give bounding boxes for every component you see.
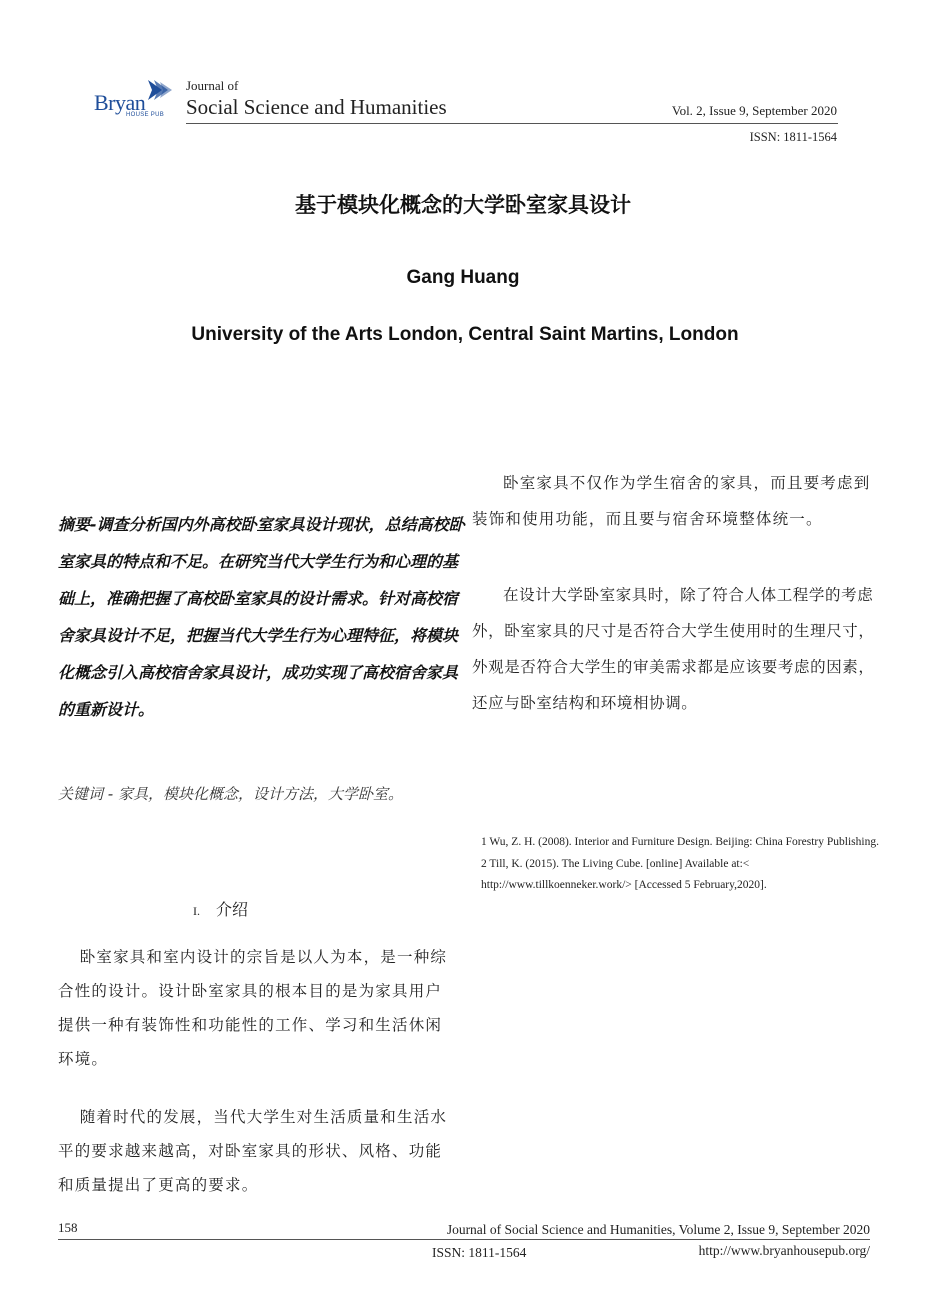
abstract: 摘要-调查分析国内外高校卧室家具设计现状，总结高校卧室家具的特点和不足。在研究当代大学生行为和心理的基础上，准确把握了高校卧室家具的设计需求。针对高校宿舍家具设计不足，把握当代大学生行为心理特征，将模块化概念引入高校宿舍家具设计，成功实现了高校宿舍家具的重新设计。 bbox=[58, 515, 465, 719]
footer-divider bbox=[58, 1239, 870, 1240]
body-paragraph: 卧室家具不仅作为学生宿舍的家具，而且要考虑到装饰和使用功能，而且要与宿舍环境整体统一。 bbox=[472, 474, 871, 528]
logo-subtext: HOUSE PUB bbox=[126, 112, 165, 118]
body-paragraph: 在设计大学卧室家具时，除了符合人体工程学的考虑外，卧室家具的尺寸是否符合大学生使用时的生理尺寸，外观是否符合大学生的审美需求都是应该要考虑的因素，还应与卧室结构和环境相协调。 bbox=[472, 586, 875, 712]
journal-of-label: Journal of bbox=[186, 78, 239, 93]
section-heading bbox=[193, 897, 248, 920]
article-title: 基于模块化概念的大学卧室家具设计 bbox=[295, 193, 631, 217]
page-number: 158 bbox=[58, 1220, 78, 1235]
body-paragraph: 卧室家具和室内设计的宗旨是以人为本，是一种综合性的设计。设计卧室家具的根本目的是为家具用户提供一种有装饰性和功能性的工作、学习和生活休闲环境。 bbox=[58, 948, 448, 1068]
footer-journal-info: Journal of Social Science and Humanities, Volume 2, Issue 9, September 2020 bbox=[446, 1222, 870, 1237]
header-issn: ISSN: 1811-1564 bbox=[749, 130, 837, 144]
journal-name: Social Science and Humanities bbox=[186, 95, 447, 119]
footnote: 2 Till, K. (2015). The Living Cube. [online] Available at:< http://www.tillkoenneker.work/> [Accessed 5 February,2020]. bbox=[481, 857, 767, 891]
footnotes bbox=[481, 832, 881, 897]
article-author: Gang Huang bbox=[406, 267, 520, 288]
footnote: 1 Wu, Z. H. (2008). Interior and Furniture Design. Beijing: China Forestry Publishing. bbox=[481, 836, 879, 848]
author-affiliation: University of the Arts London, Central Saint Martins, London bbox=[191, 324, 739, 345]
footer-issn: ISSN: 1811-1564 bbox=[432, 1245, 527, 1260]
footer-url-link[interactable]: http://www.bryanhousepub.org/ bbox=[698, 1243, 870, 1258]
logo-wordmark: Bryan bbox=[94, 90, 146, 115]
keywords: 关键词 - 家具，模块化概念，设计方法，大学卧室。 bbox=[58, 785, 403, 803]
volume-info: Vol. 2, Issue 9, September 2020 bbox=[671, 103, 837, 118]
body-paragraph: 随着时代的发展，当代大学生对生活质量和生活水平的要求越来越高，对卧室家具的形状、风格、功能和质量提出了更高的要求。 bbox=[58, 1108, 448, 1194]
section-number: I. bbox=[193, 904, 200, 918]
section-title: 介绍 bbox=[216, 900, 249, 919]
header-divider bbox=[186, 123, 838, 124]
